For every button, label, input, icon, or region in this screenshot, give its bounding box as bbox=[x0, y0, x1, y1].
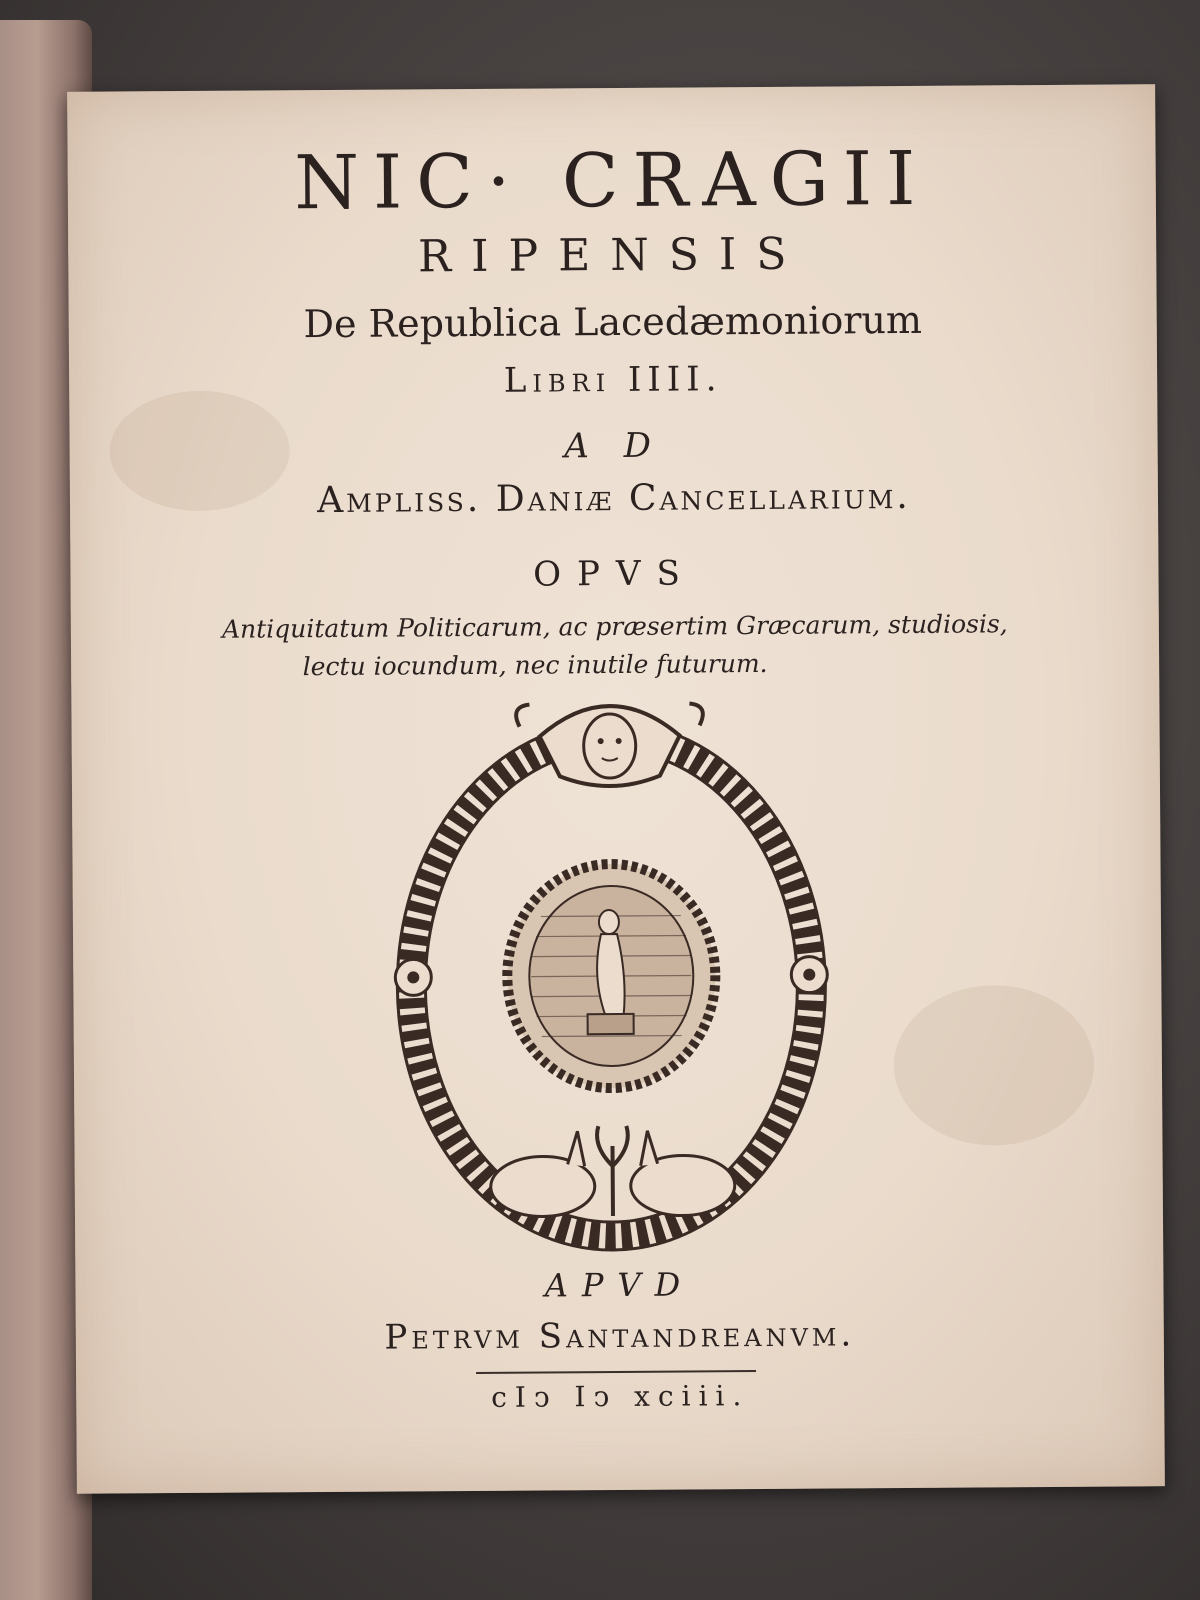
work-title: De Republica Lacedæmoniorum bbox=[303, 297, 923, 347]
author-origin: RIPENSIS bbox=[417, 228, 807, 283]
author-name: NIC· CRAGII bbox=[293, 135, 930, 227]
description-line-1: Antiquitatum Politicarum, ac præsertim Græcarum, studiosis, bbox=[221, 609, 1008, 644]
description-line-2: lectu iocundum, nec inutile futurum. bbox=[302, 648, 768, 682]
title-page bbox=[67, 84, 1165, 1494]
cherub-head bbox=[583, 714, 635, 778]
woodcut-printer-device bbox=[389, 685, 833, 1258]
apud-heading: APVD bbox=[544, 1265, 695, 1305]
ad-heading: A D bbox=[564, 425, 664, 467]
dedicatee: Ampliss. Daniæ Cancellarium. bbox=[317, 475, 911, 522]
printer-name: Petrvm Santandreanvm. bbox=[384, 1314, 856, 1358]
opus-heading: OPVS bbox=[533, 553, 696, 595]
figure-body bbox=[597, 934, 625, 1016]
paper-stain bbox=[893, 985, 1094, 1146]
book-count: Libri IIII. bbox=[503, 359, 723, 401]
publication-year: cIↄ Iↄ xciii. bbox=[491, 1379, 750, 1414]
figure-head bbox=[599, 910, 619, 934]
pedestal bbox=[588, 1014, 634, 1034]
divider-rule bbox=[476, 1370, 756, 1374]
central-plant bbox=[597, 1126, 628, 1216]
